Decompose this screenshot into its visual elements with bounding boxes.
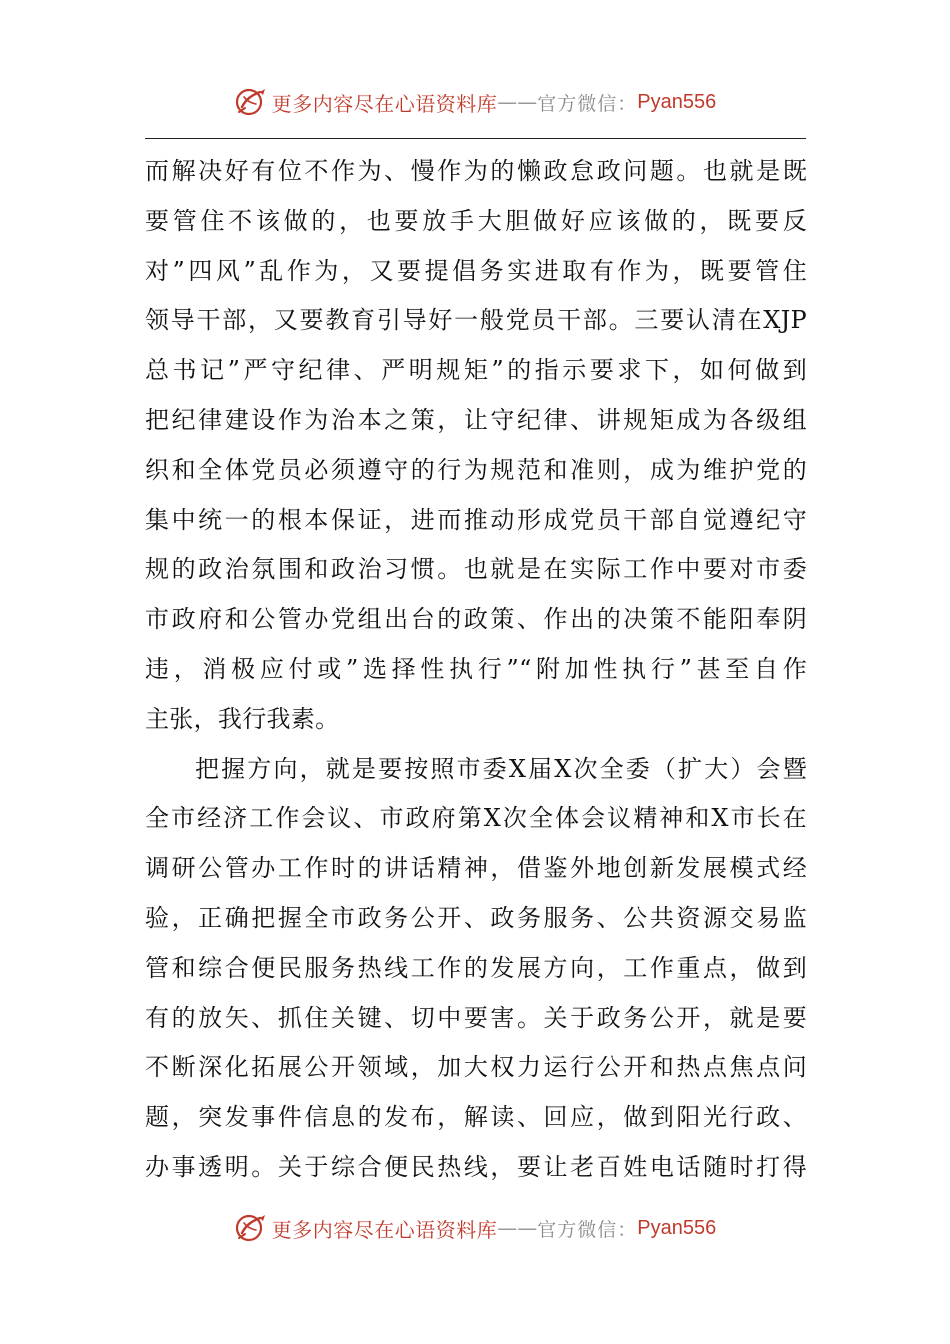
header-wechat-id: Pyan556 xyxy=(637,90,717,113)
body-line: 集中统一的根本保证，进而推动形成党员干部自觉遵纪守 xyxy=(145,505,807,534)
body-line: 题，突发事件信息的发布，解读、回应，做到阳光行政、 xyxy=(145,1103,807,1132)
body-line: 验，正确把握全市政务公开、政务服务、公共资源交易监 xyxy=(145,903,807,932)
body-line: 领导干部，又要教育引导好一般党员干部。三要认清在XJP xyxy=(145,306,807,335)
body-line: 而解决好有位不作为、慢作为的懒政怠政问题。也就是既 xyxy=(145,157,807,185)
header-banner-text: 更多内容尽在心语资料库 xyxy=(271,91,498,116)
body-line: 全市经济工作会议、市政府第X次全体会议精神和X市长在 xyxy=(145,804,807,833)
body-line: 办事透明。关于综合便民热线，要让老百姓电话随时打得 xyxy=(145,1152,807,1181)
body-line: 规的政治氛围和政治习惯。也就是在实际工作中要对市委 xyxy=(145,555,807,584)
footer-banner-text: 更多内容尽在心语资料库 xyxy=(271,1217,498,1242)
document-body xyxy=(145,147,807,1193)
footer-banner-dash: —— xyxy=(497,1216,538,1240)
pen-logo-icon xyxy=(234,85,268,119)
body-line: 不断深化拓展公开领域，加大权力运行公开和热点焦点问 xyxy=(145,1053,807,1082)
body-line: 把纪律建设作为治本之策，让守纪律、讲规矩成为各级组 xyxy=(145,405,807,434)
footer-banner xyxy=(0,1208,950,1248)
body-line: 管和综合便民服务热线工作的发展方向，工作重点，做到 xyxy=(145,953,807,982)
body-line: 违，消极应付或”选择性执行”“附加性执行”甚至自作 xyxy=(145,654,807,683)
body-line: 有的放矢、抓住关键、切中要害。关于政务公开，就是要 xyxy=(145,1003,807,1032)
body-line: 织和全体党员必须遵守的行为规范和准则，成为维护党的 xyxy=(145,455,807,484)
body-line: 市政府和公管办党组出台的政策、作出的决策不能阳奉阴 xyxy=(145,605,807,634)
body-line: 调研公管办工作时的讲话精神，借鉴外地创新发展模式经 xyxy=(145,854,807,883)
body-line: 总书记”严守纪律、严明规矩”的指示要求下，如何做到 xyxy=(145,356,807,385)
body-line: 把握方向，就是要按照市委X届X次全委（扩大）会暨 xyxy=(195,754,807,783)
body-line: 对”四风”乱作为，又要提倡务实进取有作为，既要管住 xyxy=(145,256,807,285)
pen-logo-icon xyxy=(234,1211,268,1245)
footer-wechat-label: 官方微信： xyxy=(537,1218,638,1241)
footer-wechat-id: Pyan556 xyxy=(637,1216,717,1239)
header-banner-dash: —— xyxy=(497,90,538,114)
body-line: 主张，我行我素。 xyxy=(145,704,340,733)
body-line: 要管住不该做的，也要放手大胆做好应该做的，既要反 xyxy=(145,206,807,235)
header-banner xyxy=(0,82,950,122)
header-wechat-label: 官方微信： xyxy=(537,92,638,115)
header-divider xyxy=(145,138,806,139)
